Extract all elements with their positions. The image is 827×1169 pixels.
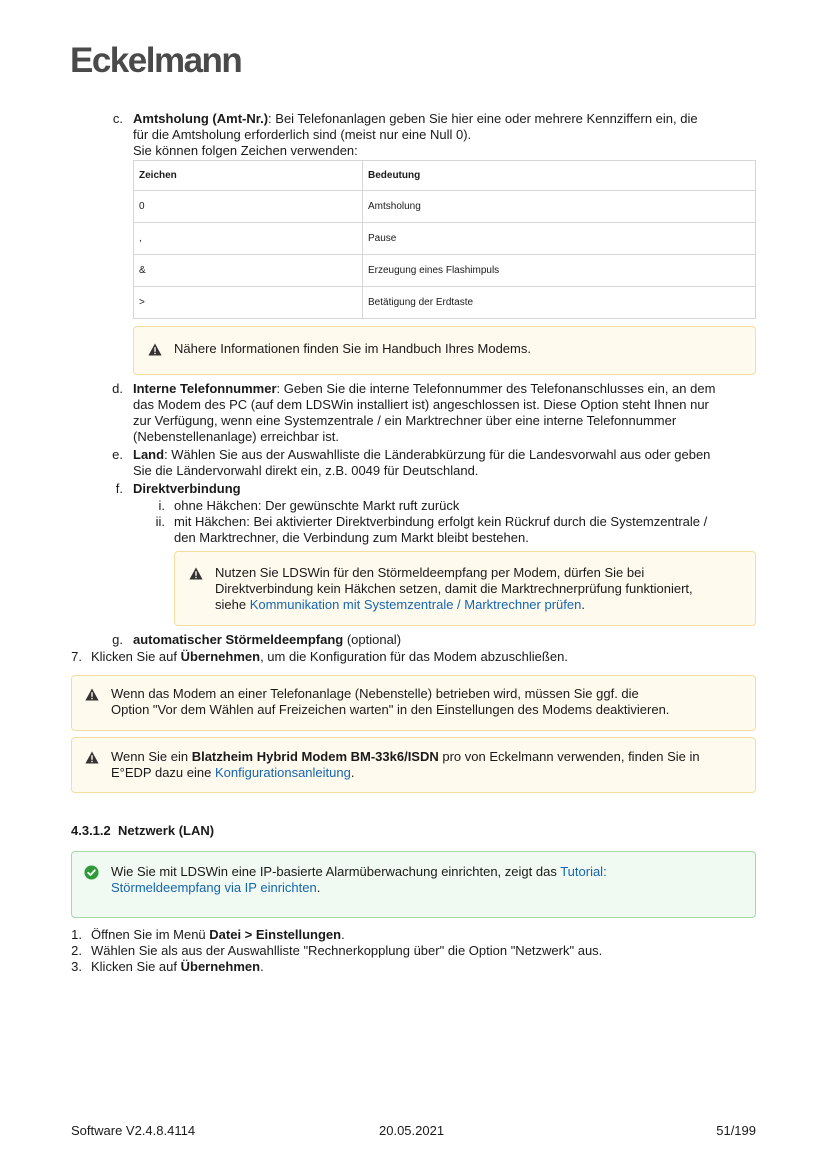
section-g-title: automatischer Störmeldeempfang	[133, 632, 344, 647]
eckelmann-logo: Eckelmann	[70, 41, 242, 80]
step-3-text: Klicken Sie auf Übernehmen.	[91, 959, 264, 974]
table-header-bedeutung: Bedeutung	[363, 161, 756, 191]
step-7-text: Klicken Sie auf Übernehmen, um die Konfiguration für das Modem abzuschließen.	[91, 649, 568, 664]
section-f-title: Direktverbindung	[133, 481, 241, 496]
step-2-text: Wählen Sie als aus der Auswahlliste "Rechnerkopplung über" die Option "Netzwerk" aus.	[91, 943, 603, 958]
section-heading-netzwerk: 4.3.1.2 Netzwerk (LAN)	[71, 823, 215, 838]
info-note-modem-handbook	[133, 326, 756, 375]
tip-note-ip-alarm	[71, 851, 756, 918]
info-note-dial-tone	[71, 675, 756, 731]
table-cell: >	[134, 287, 363, 319]
list-marker-i: i.	[158, 498, 165, 513]
table-header-zeichen: Zeichen	[134, 161, 363, 191]
list-marker-c: c.	[112, 111, 123, 126]
info-note-blatzheim-modem	[71, 737, 756, 793]
characters-table	[133, 160, 756, 319]
warning-icon	[189, 567, 203, 580]
list-marker-1: 1.	[71, 927, 82, 942]
section-d-line2: das Modem des PC (auf dem LDSWin installiert ist) angeschlossen ist. Diese Option steht Ihnen nur	[133, 397, 709, 412]
section-c-title: Amtsholung (Amt-Nr.)	[133, 111, 269, 126]
section-f-sub-ii-line2: den Marktrechner, die Verbindung zum Markt bleibt bestehen.	[174, 530, 529, 545]
table-cell: Amtsholung	[363, 191, 756, 223]
note-line3: siehe Kommunikation mit Systemzentrale / Marktrechner prüfen.	[215, 597, 585, 612]
link-stoermeldeempfang-ip[interactable]: Störmeldeempfang via IP einrichten	[111, 880, 317, 895]
info-note-direct-connection	[174, 551, 756, 626]
table-cell: &	[134, 255, 363, 287]
step-1-text: Öffnen Sie im Menü Datei > Einstellungen.	[91, 927, 345, 942]
table-header-row	[134, 161, 756, 191]
list-marker-e: e.	[112, 447, 123, 462]
footer-software-version: Software V2.4.8.4114	[71, 1123, 196, 1138]
link-tutorial[interactable]: Tutorial:	[560, 864, 607, 879]
table-row	[134, 255, 756, 287]
list-marker-2: 2.	[71, 943, 82, 958]
section-e-line2: Sie die Ländervorwahl direkt ein, z.B. 0049 für Deutschland.	[133, 463, 479, 478]
table-cell: Pause	[363, 223, 756, 255]
warning-icon	[85, 688, 99, 701]
section-d-line3: zur Verfügung, wenn eine Systemzentrale / ein Marktrechner über eine interne Telefonnummer	[133, 413, 677, 428]
list-marker-d: d.	[112, 381, 123, 396]
table-cell: 0	[134, 191, 363, 223]
footer-page-number: 51/199	[716, 1123, 756, 1138]
table-row	[134, 287, 756, 319]
section-c-line1: Amtsholung (Amt-Nr.): Bei Telefonanlagen geben Sie hier eine oder mehrere Kennziffern ein, die	[133, 111, 698, 126]
note-line2: E°EDP dazu eine Konfigurationsanleitung.	[111, 765, 355, 780]
section-c-line3: Sie können folgen Zeichen verwenden:	[133, 143, 358, 158]
table-row	[134, 191, 756, 223]
note-line2: Option "Vor dem Wählen auf Freizeichen warten" in den Einstellungen des Modems deaktivieren.	[111, 702, 670, 717]
footer-date: 20.05.2021	[379, 1123, 445, 1138]
table-cell: Erzeugung eines Flashimpuls	[363, 255, 756, 287]
note-text: Nähere Informationen finden Sie im Handbuch Ihres Modems.	[174, 341, 531, 356]
section-f-sub-i: ohne Häkchen: Der gewünschte Markt ruft zurück	[174, 498, 460, 513]
section-e-line1: Land: Wählen Sie aus der Auswahlliste die Länderabkürzung für die Landesvorwahl aus oder geben	[133, 447, 711, 462]
note-line1: Wenn Sie ein Blatzheim Hybrid Modem BM-33k6/ISDN pro von Eckelmann verwenden, finden Sie in	[111, 749, 700, 764]
warning-icon	[85, 751, 99, 764]
table-cell: Betätigung der Erdtaste	[363, 287, 756, 319]
note-line1: Wenn das Modem an einer Telefonanlage (Nebenstelle) betrieben wird, müssen Sie ggf. die	[111, 686, 639, 701]
list-marker-g: g.	[112, 632, 123, 647]
section-d-line4: (Nebenstellenanlage) erreichbar ist.	[133, 429, 339, 444]
list-marker-f: f.	[115, 481, 123, 496]
list-marker-7: 7.	[71, 649, 82, 664]
link-konfigurationsanleitung[interactable]: Konfigurationsanleitung	[214, 765, 351, 780]
list-marker-ii: ii.	[155, 514, 165, 529]
table-row	[134, 223, 756, 255]
note-line1: Nutzen Sie LDSWin für den Störmeldeempfang per Modem, dürfen Sie bei	[215, 565, 645, 580]
warning-icon	[148, 343, 162, 356]
check-circle-icon	[84, 865, 99, 880]
table-cell: ,	[134, 223, 363, 255]
link-kommunikation-pruefen[interactable]: Kommunikation mit Systemzentrale / Marktrechner prüfen	[249, 597, 582, 612]
section-g-line: automatischer Störmeldeempfang (optional)	[133, 632, 402, 647]
section-d-title: Interne Telefonnummer	[133, 381, 277, 396]
section-f-sub-ii-line1: mit Häkchen: Bei aktivierter Direktverbindung erfolgt kein Rückruf durch die Systemzentrale /	[174, 514, 708, 529]
tip-line2: Störmeldeempfang via IP einrichten.	[111, 880, 321, 895]
section-c-line2: für die Amtsholung erforderlich sind (meist nur eine Null 0).	[133, 127, 472, 142]
tip-line1: Wie Sie mit LDSWin eine IP-basierte Alarmüberwachung einrichten, zeigt das Tutorial:	[111, 864, 607, 879]
section-d-line1: Interne Telefonnummer: Geben Sie die interne Telefonnummer des Telefonanschlusses ein, an dem	[133, 381, 716, 396]
note-line2: Direktverbindung kein Häkchen setzen, damit die Marktrechnerprüfung funktioniert,	[215, 581, 693, 596]
section-e-title: Land	[133, 447, 165, 462]
list-marker-3: 3.	[71, 959, 82, 974]
